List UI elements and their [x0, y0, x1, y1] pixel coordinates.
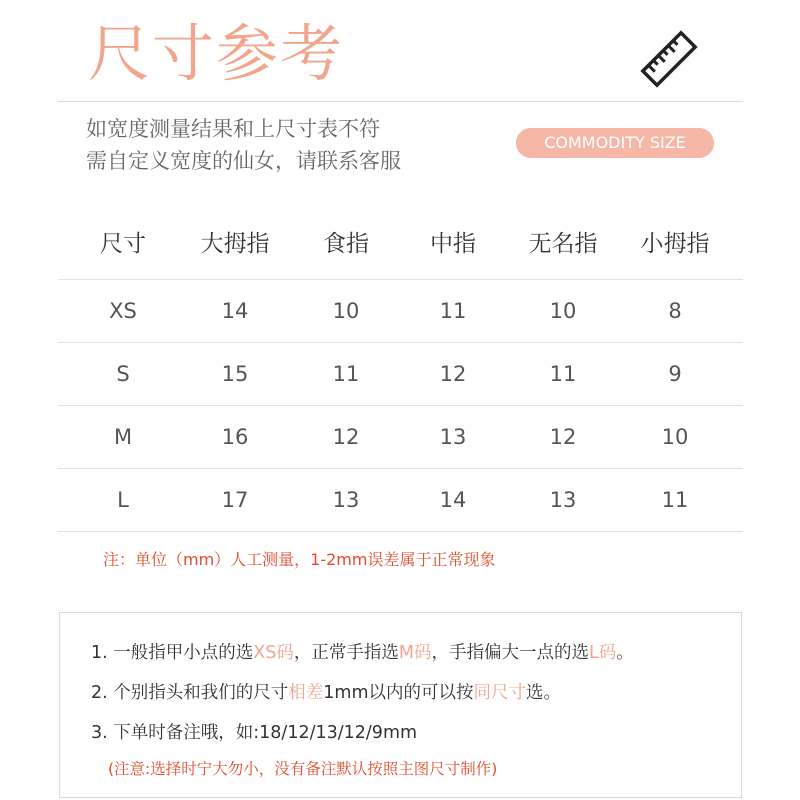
table-cell: 10 [332, 299, 360, 323]
measurement-note: 注：单位（mm）人工测量，1-2mm误差属于正常现象 [103, 550, 496, 569]
size-cell: M [113, 425, 133, 449]
tip-highlight: 相差 [288, 683, 324, 703]
commodity-size-badge: COMMODITY SIZE [516, 128, 714, 158]
table-cell: 16 [221, 425, 249, 449]
table-cell: 11 [661, 488, 689, 512]
table-cell: 15 [221, 362, 249, 386]
tip-highlight: XS码 [253, 643, 294, 663]
tip-highlight: 同尺寸 [473, 683, 526, 703]
table-cell: 11 [439, 299, 467, 323]
table-cell: 13 [439, 425, 467, 449]
table-cell: 10 [661, 425, 689, 449]
table-row [58, 469, 743, 532]
header-index: 食指 [323, 230, 369, 257]
table-cell: 13 [332, 488, 360, 512]
size-table [58, 203, 743, 532]
tip-text: 1. 一般指甲小点的选 [91, 643, 254, 663]
header-pinky: 小拇指 [640, 230, 710, 257]
table-cell: 9 [668, 362, 682, 386]
tip-text: ，手指偏大一点的选 [431, 643, 589, 663]
table-cell: 12 [549, 425, 577, 449]
table-cell: 11 [332, 362, 360, 386]
tip-text: 。 [616, 643, 634, 663]
table-cell: 12 [332, 425, 360, 449]
intro-line-2: 需自定义宽度的仙女，请联系客服 [86, 149, 401, 173]
tip-line-3: 3. 下单时备注哦，如:18/12/13/12/9mm [91, 723, 418, 743]
size-cell: XS [109, 299, 137, 323]
table-header-row [58, 203, 743, 280]
header-size: 尺寸 [100, 230, 146, 257]
page-title: 尺寸参考 [88, 17, 345, 90]
tips-box [59, 612, 742, 798]
table-cell: 14 [439, 488, 467, 512]
size-cell: L [117, 488, 129, 512]
table-cell: 13 [549, 488, 577, 512]
tip-text: 1mm以内的可以按 [323, 683, 474, 703]
intro-text [86, 113, 401, 177]
table-cell: 17 [221, 488, 249, 512]
table-row [58, 280, 743, 343]
header-ring: 无名指 [528, 230, 598, 257]
table-cell: 11 [549, 362, 577, 386]
table-cell: 8 [668, 299, 682, 323]
header-thumb: 大拇指 [200, 230, 270, 257]
table-cell: 14 [221, 299, 249, 323]
tip-highlight: L码 [588, 643, 617, 663]
table-cell: 12 [439, 362, 467, 386]
header-middle: 中指 [430, 230, 476, 257]
header-divider [58, 101, 743, 102]
size-cell: S [116, 362, 130, 386]
table-row [58, 406, 743, 469]
tip-warning: (注意:选择时宁大勿小，没有备注默认按照主图尺寸制作) [108, 760, 498, 778]
tip-text: ，正常手指选 [293, 643, 399, 663]
table-cell: 10 [549, 299, 577, 323]
tip-text: 选。 [526, 683, 561, 703]
intro-line-1: 如宽度测量结果和上尺寸表不符 [86, 117, 380, 141]
tip-line-2 [91, 679, 561, 704]
tip-text: 2. 个别指头和我们的尺寸 [91, 683, 289, 703]
table-row [58, 343, 743, 406]
tip-highlight: M码 [398, 643, 432, 663]
tip-line-1 [91, 639, 634, 664]
ruler-icon [640, 30, 698, 88]
